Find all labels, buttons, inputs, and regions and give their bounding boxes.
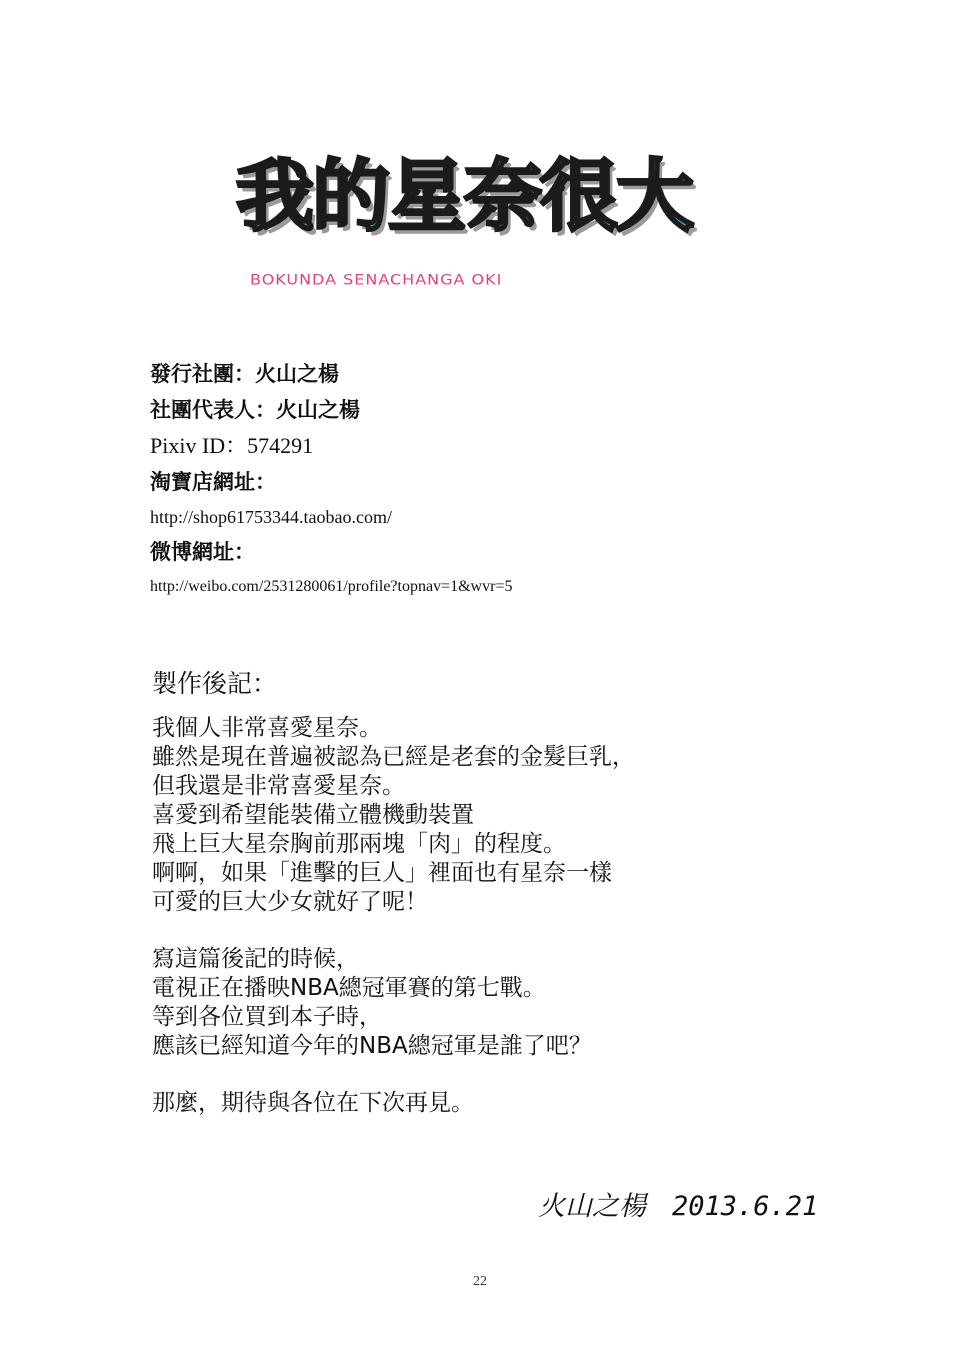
weibo-url: http://weibo.com/2531280061/profile?topnav=1&wvr=5: [150, 578, 513, 595]
text-line: 等到各位買到本子時，: [152, 1004, 382, 1030]
weibo-label: 微博網址：: [150, 540, 255, 564]
taobao-url: http://shop61753344.taobao.com/: [150, 507, 392, 527]
taobao-label: 淘寶店網址：: [150, 470, 276, 494]
logo-title: 我的星奈很大: [236, 152, 693, 242]
text-line: 喜愛到希望能裝備立體機動裝置: [152, 802, 474, 828]
paragraph-gap: [152, 917, 635, 945]
text-line: 電視正在播映NBA總冠軍賽的第七戰。: [152, 975, 546, 1001]
title-logo: [236, 128, 756, 289]
text-line: 飛上巨大星奈胸前那兩塊「肉」的程度。: [152, 831, 566, 857]
signature: [538, 1184, 818, 1223]
publisher-line: 發行社團：火山之楊: [150, 362, 339, 386]
representative-line: 社團代表人：火山之楊: [150, 398, 360, 422]
afterword-paragraph-1: [152, 714, 635, 917]
signature-name: 火山之楊: [538, 1191, 646, 1222]
text-line: 雖然是現在普遍被認為已經是老套的金髮巨乳，: [152, 744, 635, 770]
pixiv-line: Pixiv ID：574291: [150, 433, 314, 458]
text-line: 我個人非常喜愛星奈。: [152, 715, 382, 741]
text-line: 寫這篇後記的時候，: [152, 946, 359, 972]
logo-subtitle: BOKUNDA SENACHANGA OKI: [250, 270, 503, 289]
text-line: 啊啊，如果「進擊的巨人」裡面也有星奈一樣: [152, 860, 612, 886]
paragraph-gap: [152, 1061, 635, 1089]
text-line: 但我還是非常喜愛星奈。: [152, 773, 405, 799]
afterword-paragraph-2: [152, 945, 635, 1061]
text-line: 那麼，期待與各位在下次再見。: [152, 1090, 474, 1116]
afterword-paragraph-3: [152, 1089, 635, 1118]
publication-info: [150, 356, 512, 604]
signature-date: 2013.6.21: [672, 1191, 819, 1222]
text-line: 可愛的巨大少女就好了呢！: [152, 889, 428, 915]
page-number: 22: [473, 1274, 487, 1289]
afterword-heading: 製作後記：: [152, 669, 278, 698]
text-line: 應該已經知道今年的NBA總冠軍是誰了吧？: [152, 1033, 592, 1059]
afterword: [152, 664, 635, 1118]
